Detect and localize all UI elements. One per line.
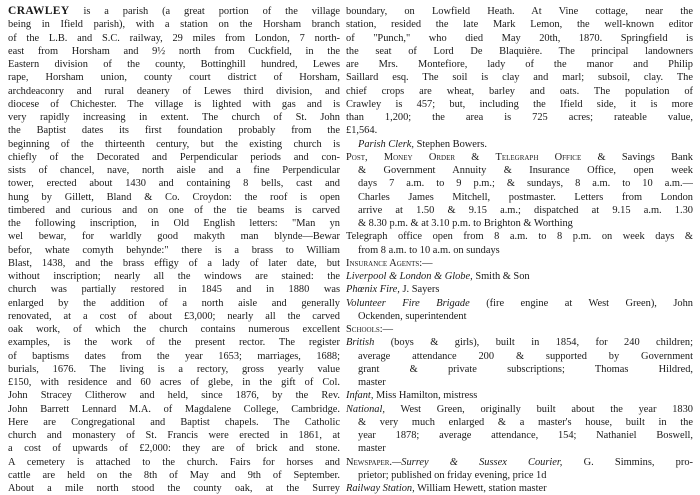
line-text: without inscription; nearly all the windows are stained: the (8, 271, 340, 282)
left-column-line (8, 456, 340, 469)
line-text: Eastern division of the county, Bottinghill hundred, Lewes (8, 59, 340, 70)
left-column-line (8, 45, 340, 58)
left-column-line (8, 5, 340, 18)
line-text: Ockenden, superintendent (358, 310, 467, 322)
line-text: £150, with residence and 60 acres of glebe, in the gift of Col. (8, 377, 340, 388)
left-column-line (8, 217, 340, 230)
line-text: Crawley is 457; but, including the Ifield side, it is more (346, 98, 693, 110)
line-text: & Government Annuity & Insurance Office, open week (358, 165, 693, 176)
left-column-line (8, 164, 340, 177)
line-text: A cemetery is attached to the church. Fairs for horses and (8, 456, 340, 468)
right-column-line (346, 283, 693, 296)
italic-label: Parish Clerk, (358, 138, 414, 150)
right-column-line (346, 257, 693, 270)
right-column-line (346, 138, 693, 151)
line-text: year 1878; average attendance, 154; Nathaniel Boswell, (358, 430, 693, 441)
line-text: church and monastery of St. Francis were erected in 1861, at (8, 430, 340, 441)
line-text: (boys & girls), built in 1854, for 240 children; (374, 337, 693, 349)
right-column-line (346, 403, 693, 416)
line-text: of "Punch," who died May 20th, 1870. Springfield is (346, 32, 693, 44)
left-column-line (8, 32, 340, 45)
line-text: & very much enlarged & a master's house, built in the (358, 416, 693, 428)
line-text: cattle are held on the 8th of May and 9th of September. (8, 469, 340, 481)
italic-label: Infant, (346, 390, 374, 402)
right-column-line (346, 482, 693, 495)
line-text: grant & private subscriptions; Thomas Hildred, (358, 363, 693, 375)
italic-label: Phœnix Fire, (346, 284, 400, 296)
right-column-line (346, 111, 693, 124)
left-column-line (8, 257, 340, 270)
line-text: Saillard esq. The soil is clay and marl; subsoil, clay. The (346, 72, 693, 84)
right-column-line (346, 98, 693, 111)
italic-label: Railway Station, (346, 483, 415, 494)
line-text: Smith & Son (472, 271, 530, 282)
left-column-line (8, 442, 340, 455)
section-heading: Schools:— (346, 324, 394, 335)
line-text: station, resided the late Mark Lemon, the well-known editor (346, 19, 693, 31)
line-text: the following inscription, in Old English letters: "Man yn (8, 218, 340, 229)
right-column-line (346, 389, 693, 402)
right-column-line (346, 323, 693, 336)
right-column-line (346, 191, 693, 204)
right-column-line (346, 244, 693, 257)
left-column-line (8, 111, 340, 124)
right-column-line (346, 336, 693, 349)
line-text: Charles James Mitchell, postmaster. Letters from London (358, 191, 693, 203)
left-column-line (8, 350, 340, 363)
line-text: Here are Congregational and Baptist chapels. The Catholic (8, 416, 340, 428)
line-text: is a parish (a great portion of the village (69, 6, 340, 17)
line-text: enlarged by the addition of a north aisle and generally (8, 297, 340, 309)
right-column-line (346, 310, 693, 323)
line-text: east from Horsham and 9½ north from Cuckfield, in the (8, 45, 340, 57)
line-text: tower, erected about 1430 and containing 8 bells, cast and (8, 178, 340, 190)
line-text: John Stracey Clitherow and held, since 1876, by the Rev. (8, 390, 340, 402)
left-column-line (8, 18, 340, 31)
right-column-line (346, 297, 693, 310)
line-text: master (358, 443, 386, 455)
line-text: than 1,200; the area is 725 acres; rateable value, (346, 112, 693, 123)
right-column-line (346, 230, 693, 243)
left-column-line (8, 177, 340, 190)
left-column-line (8, 416, 340, 429)
left-column-line (8, 244, 340, 257)
italic-label: National, (346, 403, 385, 415)
line-text: West Green, originally built about the year 1830 (384, 403, 693, 415)
line-text: a cost of upwards of £2,000: they are of brick and stone. (8, 443, 340, 455)
line-text: beginning of the thirteenth century, but the existing church is (8, 138, 340, 150)
left-column-line (8, 389, 340, 402)
line-text: £1,564. (346, 125, 378, 137)
line-text: chief crops are wheat, barley and oats. The population of (346, 85, 693, 97)
left-column-line (8, 230, 340, 243)
italic-label: Liverpool & London & Globe, (346, 271, 473, 282)
right-column-line (346, 164, 693, 177)
right-column-line (346, 442, 693, 455)
left-column-line (8, 85, 340, 98)
line-text: befor, whate comyth behynde:" there is a brass to William (8, 244, 340, 256)
line-text: Telegraph office open from 8 a.m. to 8 p.m. on week days & (346, 231, 693, 243)
line-text: oak work, of which the church contains numerous excellent (8, 324, 340, 335)
entry-heading: CRAWLEY (8, 5, 70, 17)
line-text: the seat of Lord De Blaquière. The principal landowners (346, 45, 693, 57)
right-column-line (346, 416, 693, 429)
line-text: wel bewar, for warldly good makyth man blynde—Bewar (8, 231, 340, 243)
left-column-line (8, 270, 340, 283)
left-column-line (8, 151, 340, 164)
right-column-line (346, 217, 693, 230)
line-text: sists of chancel, nave, north aisle and a fine Perpendicular (8, 165, 340, 176)
left-column-line (8, 363, 340, 376)
right-column-line (346, 204, 693, 217)
left-column-line (8, 482, 340, 495)
line-text: About a mile north stood the county oak, at the Surrey (8, 483, 340, 494)
left-column-line (8, 323, 340, 336)
left-column-line (8, 124, 340, 137)
left-column (8, 5, 340, 495)
section-heading: Post, Money Order & Telegraph Office (346, 151, 582, 163)
line-text: diocese of Chichester. The village is lighted with gas and is (8, 98, 340, 110)
left-column-line (8, 283, 340, 296)
left-column-line (8, 58, 340, 71)
line-text: & 8.30 p.m. & at 3.10 p.m. to Brighton & Worthing (358, 218, 573, 229)
line-text: boundary, on Lowfield Heath. At Vine cottage, near the (346, 6, 693, 17)
line-text: archdeaconry and rural deanery of Lewes third division, and (8, 85, 340, 97)
left-column-line (8, 376, 340, 389)
left-column-line (8, 403, 340, 416)
right-column-line (346, 45, 693, 58)
line-text: John Barrett Lennard M.A. of Magdalene College, Cambridge. (8, 403, 340, 415)
section-heading: Newspaper. (346, 456, 393, 468)
line-text: rape, Horsham union, county court district of Horsham, (8, 72, 340, 84)
right-column-line (346, 18, 693, 31)
left-column-line (8, 297, 340, 310)
left-column-line (8, 310, 340, 323)
left-column-line (8, 98, 340, 111)
line-text: arrive at 1.50 & 9.15 a.m.; dispatched at 9.15 a.m. 1.30 (358, 204, 693, 216)
left-column-line (8, 429, 340, 442)
right-column-line (346, 5, 693, 18)
line-text: are Mrs. Montefiore, lady of the manor and Philip (346, 59, 693, 70)
right-column-line (346, 429, 693, 442)
line-text: William Hewett, station master (414, 483, 547, 494)
line-text: days 7 a.m. to 9 p.m.; & sundays, 8 a.m. to 10 a.m.— (358, 178, 693, 190)
right-column-line (346, 376, 693, 389)
left-column-line (8, 71, 340, 84)
left-column-line (8, 469, 340, 482)
line-text: church was partially restored in 1845 and in 1880 was (8, 284, 340, 296)
right-column-line (346, 363, 693, 376)
line-text: (fire engine at West Green), John (469, 297, 693, 309)
line-text: from 8 a.m. to 10 a.m. on sundays (358, 244, 500, 256)
right-column-line (346, 71, 693, 84)
right-column-line (346, 58, 693, 71)
line-text: Stephen Bowers. (414, 138, 488, 150)
line-text: of the L.B. and S.C. railway, 29 miles from London, 7 north- (8, 32, 340, 44)
line-text: the Baptist dates its first foundation probably from the (8, 125, 340, 137)
right-column-line (346, 177, 693, 190)
left-column-line (8, 204, 340, 217)
left-column-line (8, 191, 340, 204)
right-column-line (346, 151, 693, 164)
line-text: J. Sayers (399, 284, 440, 296)
line-text: Miss Hamilton, mistress (373, 390, 478, 402)
line-text: burials, 1676. The living is a rectory, gross yearly value (8, 363, 340, 375)
line-text: examples, is the work of the present rector. The register (8, 337, 340, 349)
right-column-line (346, 270, 693, 283)
line-text: master (358, 377, 386, 388)
line-text: of baptisms dates from the year 1653; marriages, 1688; (8, 350, 340, 362)
line-text: hung by Gillett, Bland & Co. Croydon: the roof is open (8, 191, 340, 203)
italic-label: British (346, 337, 375, 349)
left-column-line (8, 336, 340, 349)
line-text: & Savings Bank (581, 151, 693, 163)
right-column-line (346, 85, 693, 98)
line-text: renovated, at a cost of about £3,000; nearly all the carved (8, 310, 340, 322)
line-text: prietor; published on friday evening, price 1d (358, 469, 547, 481)
line-text: very rapidly increasing in extent. The church of St. John (8, 112, 340, 123)
right-column-line (346, 32, 693, 45)
right-column-line (346, 350, 693, 363)
left-column-line (8, 138, 340, 151)
right-column-line (346, 456, 693, 469)
right-column-line (346, 124, 693, 137)
line-text: chiefly of the Decorated and Perpendicular periods and con- (8, 151, 340, 163)
section-heading: Insurance Agents:— (346, 257, 433, 269)
right-column-line (346, 469, 693, 482)
line-text: G. Simmins, pro- (562, 456, 693, 468)
line-text: average attendance 200 & supported by Government (358, 350, 693, 362)
italic-label: Volunteer Fire Brigade (346, 297, 470, 309)
italic-label: —Surrey & Sussex Courier, (392, 456, 563, 468)
line-text: timbered and curious and on one of the tie beams is carved (8, 204, 340, 216)
right-column (346, 5, 693, 495)
line-text: Blast, 1438, and the brass effigy of a lady of later date, but (8, 257, 340, 269)
line-text: being in Ifield parish), with a station on the Horsham branch (8, 19, 340, 31)
